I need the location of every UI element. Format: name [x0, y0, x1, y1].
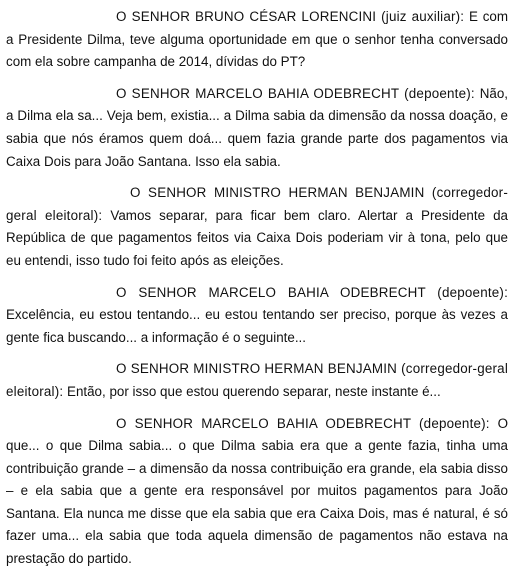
speaker-label: O SENHOR BRUNO CÉSAR LORENCINI (juiz auxiliar):: [116, 9, 465, 24]
speaker-label: O SENHOR MARCELO BAHIA ODEBRECHT (depoente):: [116, 284, 508, 300]
speaker-label: O SENHOR MARCELO BAHIA ODEBRECHT (depoente):: [116, 85, 475, 101]
speaker-label: O SENHOR MINISTRO HERMAN BENJAMIN (corregedor-geral eleitoral):: [6, 185, 508, 223]
speech-text: Então, por isso que estou querendo separar, neste instante é...: [67, 383, 441, 399]
speech-text: E com a Presidente Dilma, teve alguma oportunidade em que o senhor tenha conversado com ela sobre campanha de 2014, dívidas do PT?: [6, 9, 508, 70]
speech-text: Excelência, eu estou tentando... eu estou tentando ser preciso, porque às vezes a gente fica buscando... a informação é o seguinte...: [6, 307, 508, 345]
transcript-paragraph-4: [6, 282, 508, 350]
transcript-paragraph-3: [6, 182, 508, 272]
speech-text: Vamos separar, para ficar bem claro. Alertar a Presidente da República de que pagamentos feitos via Caixa Dois poderiam vir à tona, pelo que eu entendi, isso tudo foi feito após as eleições.: [6, 207, 508, 268]
speech-text: O que... o que Dilma sabia... o que Dilma sabia era que a gente fazia, tinha uma contribuição grande – a dimensão da nossa contribuição era grande, ela sabia disso – e ela sabia que a gente era responsável por muitos pagamentos para João Santana. Ela nunca me disse que ela sabia que era Caixa Dois, mas é natural, é só fazer uma... ela sabia que toda aquela dimensão de pagamentos não estava na prestação do partido.: [6, 415, 508, 567]
speech-text: Não, a Dilma ela sa... Veja bem, existia... a Dilma sabia da dimensão da nossa doação, e sabia que nós éramos quem doá... quem fazia grande parte dos pagamentos via Caixa Dois para João Santana. Isso ela sabia.: [6, 85, 508, 169]
speaker-label: O SENHOR MINISTRO HERMAN BENJAMIN (corregedor-geral eleitoral):: [6, 361, 508, 399]
speaker-label: O SENHOR MARCELO BAHIA ODEBRECHT (depoente):: [116, 415, 490, 431]
transcript-paragraph-2: [6, 83, 508, 173]
transcript-paragraph-1: [6, 6, 508, 74]
transcript-paragraph-6: [6, 413, 508, 571]
transcript-paragraph-5: [6, 358, 508, 403]
